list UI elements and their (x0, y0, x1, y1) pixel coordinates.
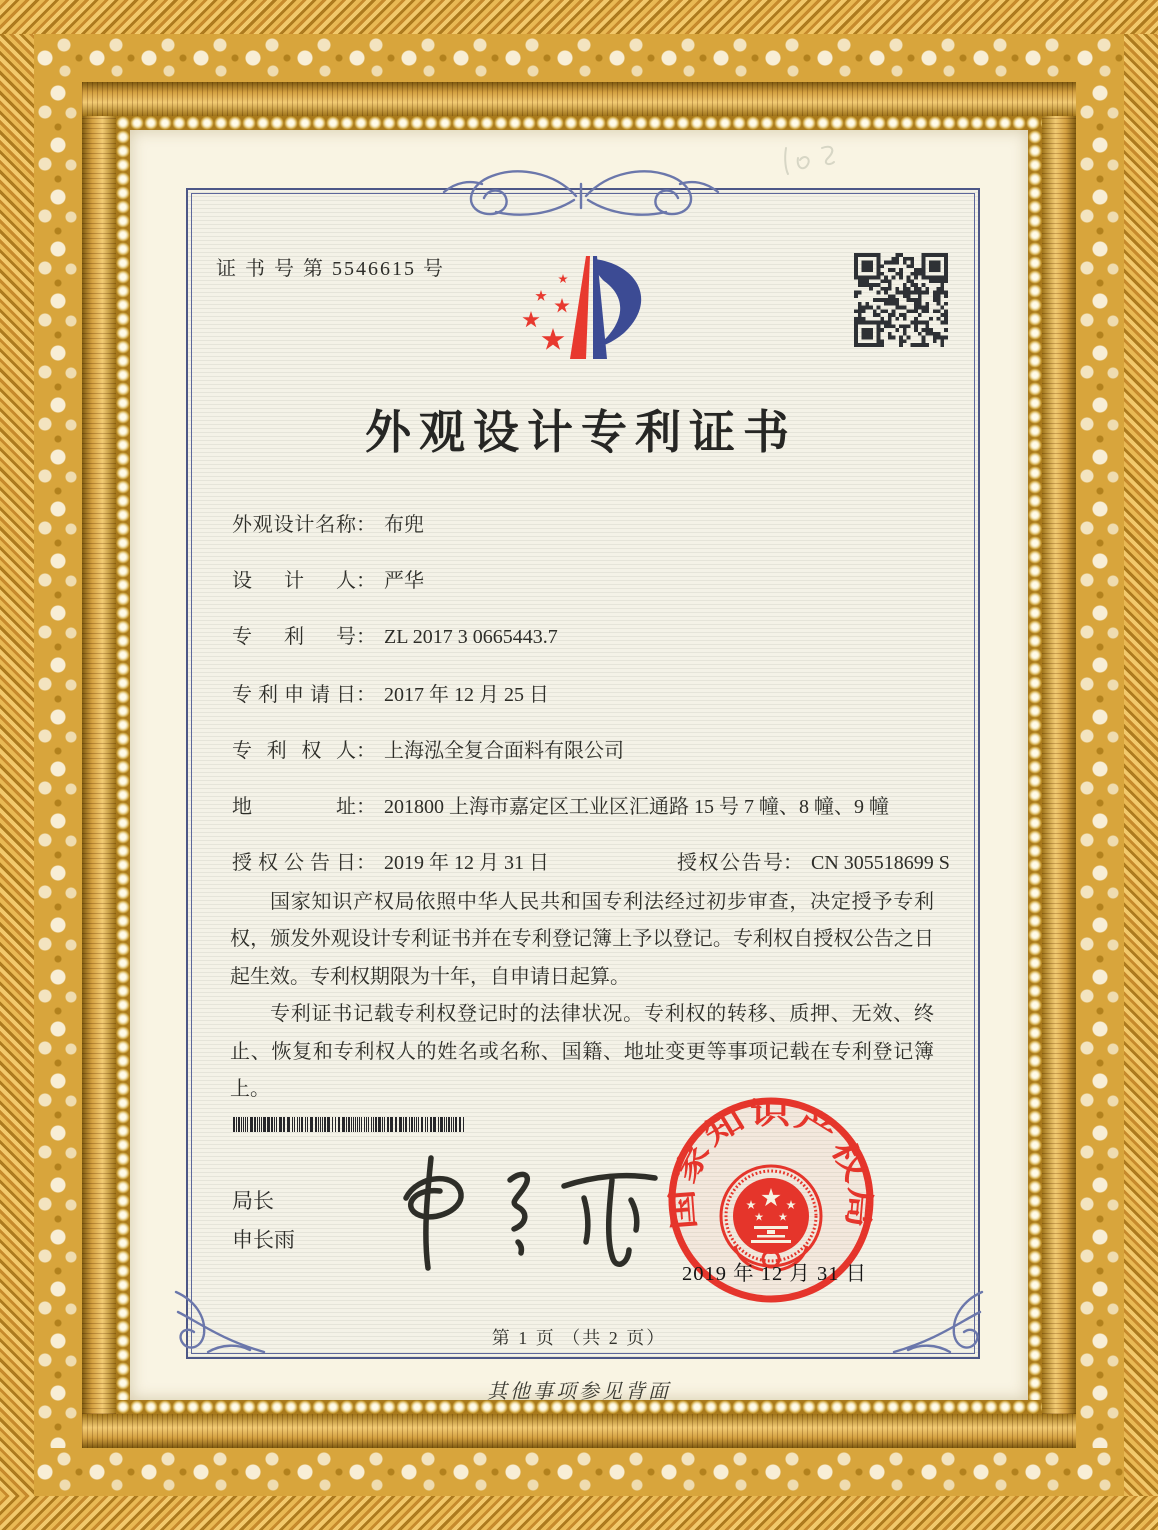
colon: ： (356, 796, 376, 818)
colon: ： (356, 740, 376, 762)
field-value: 布兜 (384, 514, 424, 536)
field-grant-date (232, 846, 950, 875)
colon: ： (356, 570, 376, 592)
signer-name: 申长雨 (232, 1229, 295, 1252)
field-label: 专利申请日 (232, 684, 356, 706)
field-value: 2017 年 12 月 25 日 (384, 684, 549, 706)
frame-carved-band (34, 34, 1124, 82)
legal-paragraph-2: 专利证书记载专利权登记时的法律状况。专利权的转移、质押、无效、终止、恢复和专利权人的姓名或名称、国籍、地址变更等事项记载在专利登记簿上。 (230, 1003, 934, 1100)
pencil-mark (778, 134, 848, 184)
field-design-name (232, 508, 424, 537)
colon: ： (356, 852, 376, 874)
qr-code-icon (854, 253, 948, 347)
field-value: 201800 上海市嘉定区工业区汇通路 15 号 7 幢、8 幢、9 幢 (384, 796, 889, 818)
cnipa-patent-logo-icon (506, 241, 666, 369)
field-label: 授权公告日 (232, 852, 356, 874)
seal-ring-text: 国家知识产权局 (666, 1097, 877, 1231)
field-filing-date (232, 678, 549, 707)
seal-date: 2019 年 12 月 31 日 (682, 1263, 868, 1285)
field-patent-number (232, 620, 558, 649)
signer-block (232, 1182, 295, 1260)
handwritten-signature (368, 1144, 668, 1279)
field-patentee (232, 734, 624, 763)
colon: ： (356, 514, 376, 536)
colon: ： (356, 626, 376, 648)
field-label: 授权公告号 (677, 852, 783, 874)
field-label: 外观设计名称 (232, 514, 356, 536)
frame-bead-band (116, 116, 1042, 130)
field-address (232, 790, 889, 819)
signer-title: 局长 (232, 1190, 274, 1213)
field-label: 地 址 (232, 796, 356, 818)
frame-slope-band (82, 82, 1076, 116)
field-grant-number (677, 846, 950, 875)
field-value: 上海泓全复合面料有限公司 (384, 740, 624, 762)
field-value: 2019 年 12 月 31 日 (384, 852, 549, 874)
colon: ： (783, 852, 803, 874)
field-value: CN 305518699 S (811, 852, 950, 874)
certificate-number: 证 书 号 第 5546615 号 (216, 258, 445, 280)
field-label: 专 利 权 人 (232, 740, 356, 762)
field-value: ZL 2017 3 0665443.7 (384, 626, 558, 648)
barcode-icon (233, 1117, 467, 1132)
field-designer (232, 564, 424, 593)
certificate-title: 外观设计专利证书 (365, 407, 797, 458)
legal-text (230, 884, 934, 1108)
field-label: 设 计 人 (232, 570, 356, 592)
top-center-flourish (426, 162, 736, 226)
frame-outer-band (0, 0, 1158, 34)
page-number: 第 1 页 （共 2 页） (491, 1328, 667, 1348)
field-value: 严华 (384, 570, 424, 592)
legal-paragraph-1: 国家知识产权局依照中华人民共和国专利法经过初步审查，决定授予专利权，颁发外观设计专利证书并在专利登记簿上予以登记。专利权自授权公告之日起生效。专利权期限为十年，自申请日起算。 (230, 891, 934, 988)
colon: ： (356, 684, 376, 706)
field-label: 专 利 号 (232, 626, 356, 648)
back-side-note: 其他事项参见背面 (487, 1381, 671, 1403)
certificate-paper (130, 130, 1028, 1403)
